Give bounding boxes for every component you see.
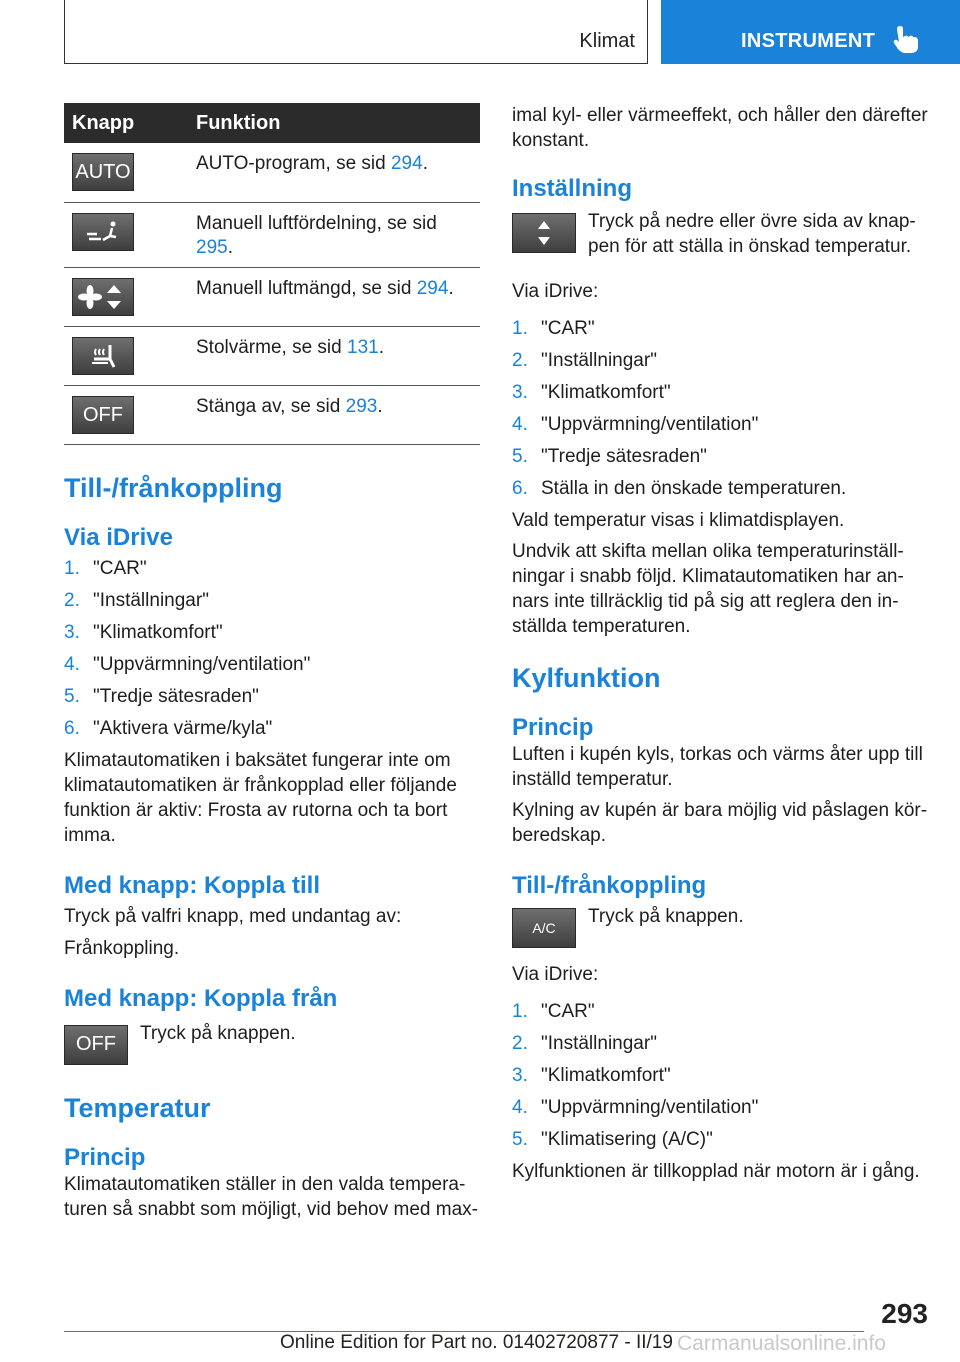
left-column	[64, 103, 480, 1222]
list-item: 5. "Tredje sätesraden"	[512, 446, 707, 467]
table-row	[64, 267, 480, 326]
right-column	[512, 103, 932, 1184]
row-text: Stolvärme, se sid	[196, 336, 347, 358]
header-section-box	[64, 0, 648, 64]
page-number: 293	[881, 1298, 928, 1329]
list-item: 6. "Aktivera värme/kyla"	[64, 717, 273, 739]
kyl-princip-text-2: Kylning av kupén är bara möjlig vid påslagen kör-beredskap.	[512, 800, 928, 846]
auto-button-icon: AUTO	[72, 153, 134, 191]
display-text: Vald temperatur visas i klimatdisplayen.	[512, 510, 845, 531]
list-item: 5. "Klimatisering (A/C)"	[512, 1129, 713, 1150]
page-ref-link[interactable]: 131	[347, 336, 379, 358]
list-item: 1. "CAR"	[64, 557, 147, 579]
list-item: 3. "Klimatkomfort"	[512, 1065, 671, 1086]
warning-text: Undvik att skifta mellan olika temperaturinställ-ningar i snabb följd. Klimatautomatiken har an-nars inte tillräcklig tid på sig att reglera den in-ställda temperaturen.	[512, 541, 904, 637]
seat-heating-button-icon	[72, 337, 134, 375]
rear-climate-note: Klimatautomatiken i baksätet fungerar inte om klimatautomatiken är frånkopplad eller följande funktion är aktiv: Frosta av rutorna och ta bort imma.	[64, 749, 457, 846]
section-title: Klimat	[579, 30, 635, 52]
row-suffix: .	[422, 153, 428, 174]
row-suffix: .	[448, 277, 454, 299]
till-fran-heading: Till-/frånkoppling	[64, 472, 283, 503]
idrive-steps-list	[64, 556, 480, 748]
row-suffix: .	[378, 336, 384, 358]
table-row	[64, 202, 480, 267]
list-item: 1. "CAR"	[512, 318, 595, 339]
installning-text: Tryck på nedre eller övre sida av knap-pen för att ställa in önskad temperatur.	[588, 211, 916, 257]
list-item: 3. "Klimatkomfort"	[64, 621, 223, 643]
installning-heading: Inställning	[512, 175, 632, 202]
page-ref-link[interactable]: 294	[390, 153, 423, 174]
pointing-hand-icon	[893, 24, 919, 54]
edition-text: Online Edition for Part no. 01402720877 - II/19	[280, 1332, 673, 1353]
row-text: Manuell luftfördelning, se sid	[196, 212, 437, 234]
ac-row	[512, 904, 932, 948]
via-idrive-label: Via iDrive:	[512, 281, 599, 302]
list-item: 3. "Klimatkomfort"	[512, 382, 671, 403]
ac-text: Tryck på knappen.	[588, 906, 744, 927]
watermark: Carmanualsonline.info	[677, 1332, 886, 1355]
fan-speed-button-icon	[72, 278, 134, 316]
via-idrive-label-2: Via iDrive:	[512, 964, 599, 985]
air-distribution-button-icon	[72, 213, 134, 251]
chapter-tab[interactable]	[661, 0, 960, 64]
list-item: 5. "Tredje sätesraden"	[64, 685, 259, 707]
kyl-princip-heading: Princip	[512, 714, 594, 741]
knapp-till-text: Tryck på valfri knapp, med undantag av:	[64, 905, 402, 927]
list-item: 2. "Inställningar"	[512, 350, 657, 371]
list-item: 4. "Uppvärmning/ventilation"	[512, 414, 759, 435]
button-function-table	[64, 103, 480, 445]
temperatur-heading: Temperatur	[64, 1092, 211, 1123]
installning-row	[512, 209, 932, 259]
list-item: 2. "Inställningar"	[512, 1033, 657, 1054]
row-suffix: .	[377, 395, 383, 417]
kyl-princip-text: Luften i kupén kyls, torkas och värms åter upp till inställd temperatur.	[512, 744, 923, 790]
knapp-till-text-2: Frånkoppling.	[64, 937, 180, 959]
table-header-knapp: Knapp	[64, 103, 188, 143]
via-idrive-heading: Via iDrive	[64, 523, 173, 551]
ac-steps-list	[512, 999, 932, 1159]
continued-text: imal kyl- eller värmeeffekt, och håller den därefter konstant.	[512, 105, 928, 151]
table-row	[64, 326, 480, 385]
princip-text: Klimatautomatiken ställer in den valda tempera-turen så snabbt som möjligt, vid behov med max-	[64, 1173, 478, 1220]
princip-heading: Princip	[64, 1143, 146, 1171]
ac-button-icon: A/C	[512, 908, 576, 948]
knapp-fran-row	[64, 1021, 480, 1065]
off-button-icon: OFF	[64, 1025, 128, 1065]
table-header-funktion: Funktion	[188, 103, 480, 143]
temperature-rocker-button-icon	[512, 213, 576, 253]
kyl-final-text: Kylfunktionen är tillkopplad när motorn är i gång.	[512, 1161, 920, 1182]
chapter-title: INSTRUMENT	[741, 30, 876, 52]
list-item: 2. "Inställningar"	[64, 589, 209, 611]
kylfunktion-heading: Kylfunktion	[512, 663, 661, 693]
list-item: 4. "Uppvärmning/ventilation"	[64, 653, 311, 675]
knapp-fran-heading: Med knapp: Koppla från	[64, 984, 338, 1012]
row-text: Stänga av, se sid	[196, 395, 346, 417]
list-item: 6. Ställa in den önskade temperaturen.	[512, 478, 847, 499]
kyl-till-heading: Till-/frånkoppling	[512, 872, 707, 899]
table-row	[64, 143, 480, 202]
list-item: 4. "Uppvärmning/ventilation"	[512, 1097, 759, 1118]
row-suffix: .	[227, 236, 233, 258]
off-button-icon: OFF	[72, 396, 134, 434]
row-text: Manuell luftmängd, se sid	[196, 277, 417, 299]
page-ref-link[interactable]: 294	[416, 277, 449, 299]
knapp-till-heading: Med knapp: Koppla till	[64, 871, 320, 899]
page-ref-link[interactable]: 295	[196, 236, 228, 258]
temp-steps-list	[512, 316, 932, 508]
row-text: AUTO-program, se sid	[196, 153, 391, 174]
table-row	[64, 385, 480, 444]
knapp-fran-text: Tryck på knappen.	[140, 1022, 296, 1044]
list-item: 1. "CAR"	[512, 1001, 595, 1022]
page-ref-link[interactable]: 293	[345, 395, 378, 417]
